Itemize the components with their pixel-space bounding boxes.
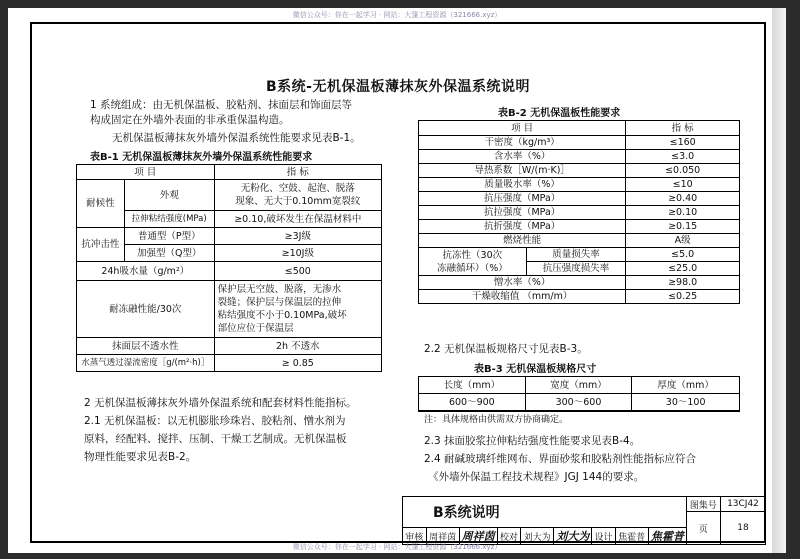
designer-signature: 焦霍普: [648, 528, 686, 545]
table-cell: ≥0.15: [626, 220, 740, 234]
table-row: [419, 234, 740, 248]
table-cell: ≤5.0: [626, 248, 740, 262]
reviewer-name: 周祥茵: [426, 528, 459, 545]
table-cell: 干燥收缩值 （mm/m）: [419, 290, 626, 304]
table-cell: ≤160: [626, 136, 740, 150]
table-cell: 抗拉强度（MPa）: [419, 206, 626, 220]
para-1-line-3: 无机保温板薄抹灰外墙外保温系统性能要求见表B-1。: [112, 132, 361, 144]
para-1-line-1: 1 系统组成：由无机保温板、胶粘剂、抹面层和饰面层等: [90, 99, 353, 111]
table-cell: ≥3J级: [214, 228, 381, 245]
table-cell: 外观: [124, 180, 214, 211]
para-2-line-2: 2.1 无机保温板：以无机膨胀珍珠岩、胶粘剂、憎水剂为: [84, 415, 346, 427]
table-cell: 拉伸粘结强度(MPa): [124, 211, 214, 228]
table-cell: 普通型（P型）: [124, 228, 214, 245]
table-row: [419, 290, 740, 304]
table-row: [419, 276, 740, 290]
table-cell: 质量损失率: [526, 248, 626, 262]
atlas-number: 13CJ42: [720, 497, 765, 512]
table-cell: ≤0.25: [626, 290, 740, 304]
para-2-line-3: 原料，经配料、搅拌、压制、干燥工艺制成。无机保温板: [84, 433, 347, 445]
cell-line: 现象、无大于0.10mm宽裂纹: [235, 196, 361, 207]
table-header-index: 指 标: [214, 165, 381, 180]
table-cell: ≥0.10: [626, 206, 740, 220]
table-cell: 2h 不透水: [214, 338, 381, 355]
table-cell: ≥98.0: [626, 276, 740, 290]
table-cell: 抗折强度（MPa）: [419, 220, 626, 234]
table-row: [77, 281, 382, 338]
table-cell: 干密度（kg/m³）: [419, 136, 626, 150]
table-cell: 300～600: [525, 394, 632, 412]
table-b3-note: 注：具体规格由供需双方协商确定。: [424, 415, 569, 425]
cell-line: 保护层无空鼓、脱落，无渗水: [217, 284, 342, 295]
table-row: [419, 377, 740, 394]
watermark-bottom: 微信公众号：你在一起学习 · 网站：大篷工程资源（321666.xyz）: [292, 543, 502, 551]
drawing-frame: [30, 22, 766, 543]
table-row: [419, 206, 740, 220]
table-row: [419, 178, 740, 192]
table-cell: 抗冲击性: [77, 228, 125, 262]
drawing-sheet: [8, 8, 786, 553]
table-row: [419, 121, 740, 136]
page-title: B系统-无机保温板薄抹灰外保温系统说明: [266, 79, 530, 95]
table-cell: 抹面层不透水性: [77, 338, 215, 355]
table-cell: 耐候性: [77, 180, 125, 228]
table-cell: 600～900: [419, 394, 526, 412]
table-b3: [418, 376, 740, 412]
table-header-item: 项 目: [77, 165, 215, 180]
cell-line: 冻融循环）（%）: [436, 262, 508, 274]
table-cell: ≤25.0: [626, 262, 740, 276]
para-2-3: 2.3 抹面胶浆拉伸粘结强度性能要求见表B-4。: [424, 435, 641, 447]
table-row: [419, 136, 740, 150]
checker-signature: 刘大为: [554, 528, 592, 545]
designer-name: 焦霍普: [615, 528, 648, 545]
table-row: [403, 497, 766, 512]
table-b1: [76, 164, 382, 372]
table-row: [77, 165, 382, 180]
table-cell: ≥ 0.85: [214, 355, 381, 372]
watermark-top: 微信公众号：你在一起学习 · 网站：大篷工程资源（321666.xyz）: [292, 11, 502, 19]
table-row: [419, 220, 740, 234]
table-cell: ≥10J级: [214, 245, 381, 262]
cell-line: 部位应位于保温层: [217, 323, 294, 334]
table-cell: 24h吸水量（g/m²）: [77, 262, 215, 281]
table-row: [419, 192, 740, 206]
table-row: [419, 150, 740, 164]
check-label: 校对: [497, 528, 521, 545]
table-cell: ≤500: [214, 262, 381, 281]
table-cell: [419, 248, 527, 276]
para-1-line-2: 构成固定在外墙外表面的非承重保温构造。: [90, 114, 290, 126]
table-row: [419, 164, 740, 178]
reviewer-signature: 周祥茵: [459, 528, 497, 545]
table-cell: 抗压强度（MPa）: [419, 192, 626, 206]
review-label: 审核: [403, 528, 427, 545]
table-row: [77, 355, 382, 372]
cell-line: 无粉化、空鼓、起泡、脱落: [240, 183, 355, 194]
table-cell: ≥0.40: [626, 192, 740, 206]
page-label: 页: [686, 512, 720, 545]
design-label: 设计: [592, 528, 616, 545]
para-2-4-line-1: 2.4 耐碱玻璃纤维网布、界面砂浆和胶粘剂性能指标应符合: [424, 453, 697, 465]
para-2-line-4: 物理性能要求见表B-2。: [84, 451, 197, 463]
table-b1-caption: 表B-1 无机保温板薄抹灰外墙外保温系统性能要求: [90, 152, 313, 163]
table-row: [77, 228, 382, 245]
table-cell: ≥0.10,破坏发生在保温材料中: [214, 211, 381, 228]
table-b2-caption: 表B-2 无机保温板性能要求: [498, 108, 621, 119]
table-cell: 抗压强度损失率: [526, 262, 626, 276]
cell-line: 抗冻性（30次: [442, 249, 503, 261]
table-cell: ≤0.050: [626, 164, 740, 178]
checker-name: 刘大为: [521, 528, 554, 545]
table-header-index: 指 标: [626, 121, 740, 136]
table-cell: [214, 180, 381, 211]
para-2-4-line-2: 《外墙外保温工程技术规程》JGJ 144的要求。: [428, 471, 645, 483]
table-cell: 30～100: [632, 394, 740, 412]
table-row: [419, 248, 740, 262]
table-header-width: 宽度（mm）: [525, 377, 632, 394]
table-cell: ≤10: [626, 178, 740, 192]
table-cell: 含水率（%）: [419, 150, 626, 164]
table-row: [77, 338, 382, 355]
table-cell: A级: [626, 234, 740, 248]
cell-line: 裂缝；保护层与保温层的拉伸: [217, 297, 342, 308]
table-cell: 水蒸气透过湿流密度［g/(m²·h)］: [77, 355, 215, 372]
table-header-length: 长度（mm）: [419, 377, 526, 394]
table-row: [419, 394, 740, 412]
table-cell: 燃烧性能: [419, 234, 626, 248]
drawing-title: B系统说明: [403, 497, 687, 528]
table-header-thickness: 厚度（mm）: [632, 377, 740, 394]
page-edge-shadow: [772, 8, 786, 553]
para-2-line-1: 2 无机保温板薄抹灰外墙外保温系统和配套材料性能指标。: [84, 397, 357, 409]
table-cell: ≤3.0: [626, 150, 740, 164]
page-number: 18: [720, 512, 765, 545]
title-block: [402, 496, 766, 545]
para-2-2: 2.2 无机保温板规格尺寸见表B-3。: [424, 343, 588, 355]
cell-line: 粘结强度不小于0.10MPa,破坏: [217, 310, 347, 321]
atlas-label: 图集号: [686, 497, 720, 512]
table-cell: [214, 281, 381, 338]
table-cell: 质量吸水率（%）: [419, 178, 626, 192]
table-cell: 加强型（Q型）: [124, 245, 214, 262]
table-b3-caption: 表B-3 无机保温板规格尺寸: [474, 364, 597, 375]
table-header-item: 项 目: [419, 121, 626, 136]
table-row: [77, 180, 382, 211]
table-row: [77, 262, 382, 281]
table-b2: [418, 120, 740, 304]
table-cell: 憎水率（%）: [419, 276, 626, 290]
table-cell: 耐冻融性能/30次: [77, 281, 215, 338]
table-cell: 导热系数［W/(m·K)］: [419, 164, 626, 178]
